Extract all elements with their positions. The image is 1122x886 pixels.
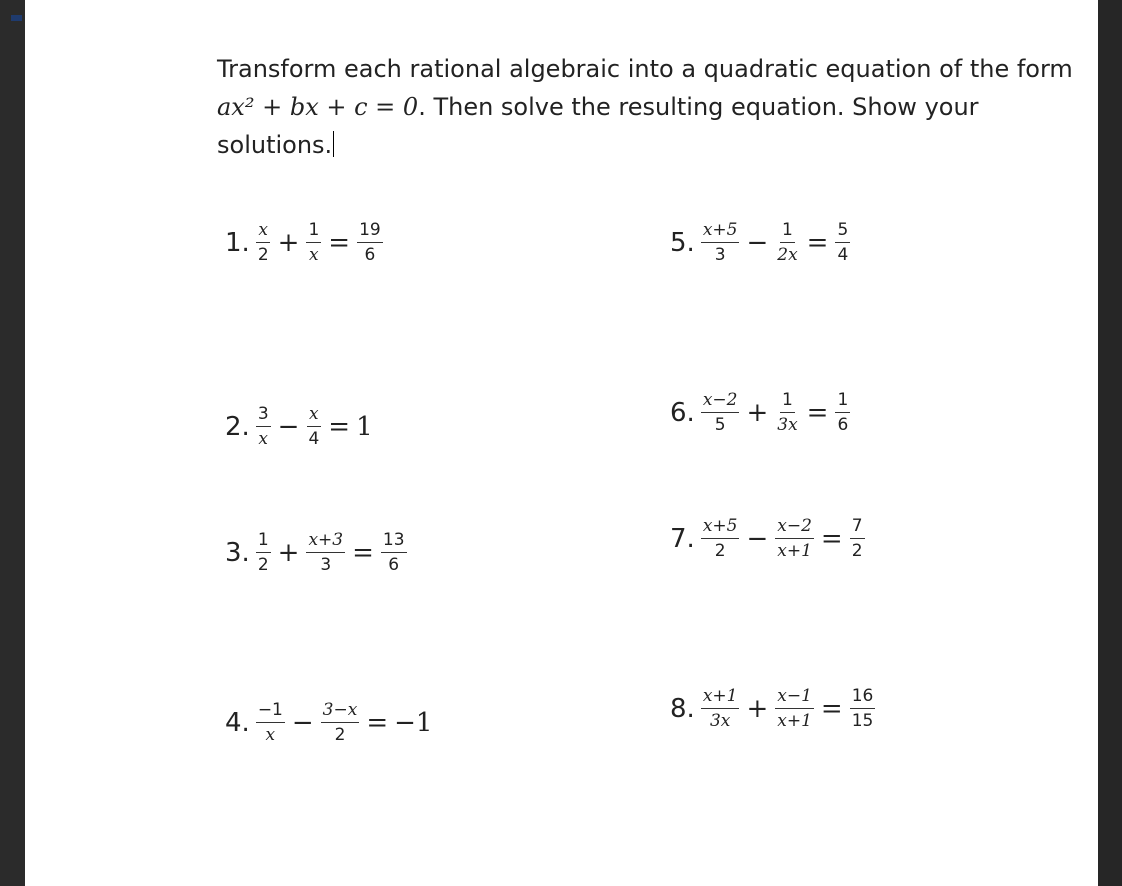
operator: + (277, 227, 300, 258)
problem-number: 8. (670, 693, 695, 724)
fraction-2: $\frac{1}{x}$ (308, 220, 320, 265)
equals-sign: = (806, 397, 829, 428)
problem-3 (225, 530, 411, 575)
problem-5 (670, 220, 854, 265)
problem-number: 7. (670, 523, 695, 554)
instructions-line-3: solutions. (217, 131, 333, 159)
rhs-fraction: $\frac{16}{15}$ (851, 686, 874, 731)
fraction-1: $\frac{x+1}{3x}$ (702, 686, 738, 731)
problem-4 (225, 700, 435, 745)
operator: + (746, 693, 769, 724)
fraction-2: $\frac{x+3}{3}$ (308, 530, 344, 575)
fraction-1: $\frac{-1}{x}$ (257, 700, 283, 745)
problem-7 (670, 516, 869, 561)
operator: − (746, 523, 769, 554)
equals-sign: = (328, 227, 351, 258)
problem-8 (670, 686, 879, 731)
problem-number: 2. (225, 411, 250, 442)
instructions-paragraph[interactable] (217, 50, 1077, 164)
fraction-2: $\frac{1}{2x}$ (777, 220, 798, 265)
fraction-2: $\frac{3-x}{2}$ (322, 700, 358, 745)
document-page[interactable] (25, 0, 1098, 886)
fraction-1: $\frac{x+5}{3}$ (702, 220, 738, 265)
operator: + (746, 397, 769, 428)
rhs-fraction: $\frac{1}{6}$ (837, 390, 849, 435)
fraction-2: $\frac{x-1}{x+1}$ (777, 686, 812, 731)
rhs-fraction: $\frac{13}{6}$ (382, 530, 405, 575)
problem-6 (670, 390, 854, 435)
rhs-value: −1 (394, 707, 433, 738)
fraction-1: $\frac{3}{x}$ (257, 404, 269, 449)
rhs-value: 1 (356, 411, 373, 442)
equals-sign: = (352, 537, 374, 568)
window-edge-marker (11, 15, 22, 21)
instructions-line-1: Transform each rational algebraic into a quadratic equation of the form (217, 55, 1073, 83)
standard-form-formula: ax² + bx + c = 0 (217, 93, 419, 121)
problem-1 (225, 220, 387, 265)
problem-number: 3. (225, 537, 250, 568)
rhs-fraction: $\frac{5}{4}$ (837, 220, 849, 265)
fraction-2: $\frac{x-2}{x+1}$ (777, 516, 812, 561)
equals-sign: = (328, 411, 351, 442)
fraction-1: $\frac{x+5}{2}$ (702, 516, 738, 561)
equals-sign: = (820, 693, 843, 724)
operator: + (277, 537, 300, 568)
rhs-fraction: $\frac{19}{6}$ (359, 220, 381, 265)
problem-number: 6. (670, 397, 695, 428)
text-cursor (333, 131, 334, 157)
window-right-edge (1098, 0, 1122, 886)
problem-number: 5. (670, 227, 695, 258)
rhs-fraction: $\frac{7}{2}$ (851, 516, 863, 561)
fraction-2: $\frac{x}{4}$ (308, 404, 320, 449)
operator: − (746, 227, 769, 258)
equals-sign: = (820, 523, 843, 554)
fraction-1: $\frac{x-2}{5}$ (702, 390, 738, 435)
equals-sign: = (806, 227, 829, 258)
instructions-line-2: . Then solve the resulting equation. Show your (418, 93, 979, 121)
fraction-1: $\frac{x}{2}$ (257, 220, 269, 265)
problem-number: 1. (225, 227, 250, 258)
fraction-1: $\frac{1}{2}$ (257, 530, 269, 575)
operator: − (291, 707, 314, 738)
equals-sign: = (366, 707, 389, 738)
problem-number: 4. (225, 707, 250, 738)
operator: − (277, 411, 300, 442)
fraction-2: $\frac{1}{3x}$ (777, 390, 798, 435)
problem-2 (225, 404, 376, 449)
